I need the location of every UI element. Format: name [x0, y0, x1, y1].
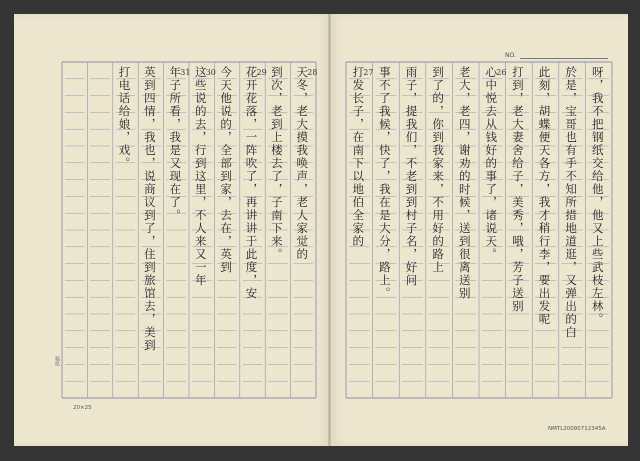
right-column-6: 老大，老四，谢劝的时候，送到很离送别: [457, 66, 472, 300]
right-column-7: 到了的，你到我家来，不用好的路上: [431, 66, 446, 274]
margin-mark: 稿紙: [54, 356, 60, 366]
left-column-2: 到次，老到上楼去了，子南下来。: [269, 66, 284, 261]
right-column-number-5: 26: [496, 68, 507, 77]
archive-stamp: NMTL20090712345A: [548, 426, 606, 432]
right-column-1: 呀，我不把钢纸交给他，他又上些武枝左林。: [590, 66, 605, 326]
left-column-number-1: 28: [307, 68, 318, 77]
left-column-7: 英到四情，我也，说商议到了，住到旅馆去，美到: [142, 66, 157, 352]
left-column-5: 这些说的去，行到这里，不人来又一年: [193, 66, 208, 287]
right-column-number-10: 27: [363, 68, 374, 77]
left-column-1: 天冬，老大摸我唤声，老人家觉的: [295, 66, 310, 261]
left-column-4: 今天他说的，全部到家，去在，英到: [219, 66, 234, 274]
left-column-3: 花开花落，一阵吹了，再讲讲于此度，安: [244, 66, 259, 300]
right-column-3: 此刻，胡蝶便天各方，我才稍行李，要出发呢: [537, 66, 552, 326]
right-column-5: 心中悦去从钱好的事了，诸说天。: [484, 66, 499, 261]
paper-format-code: 20×25: [73, 405, 92, 411]
page-number-line: [520, 58, 608, 59]
right-column-2: 於是，宝哥也有手不知所措地道逛，又弹出的白: [564, 66, 579, 339]
right-column-8: 雨子，提我们，不老到到村子名，好问: [404, 66, 419, 287]
left-column-number-3: 29: [256, 68, 267, 77]
right-column-10: 打发长子，在南下以地伯全家的: [351, 66, 366, 248]
left-column-6: 年子所看，我是又现在了。: [168, 66, 183, 222]
left-column-8: 打电话给娘，戏。: [117, 66, 132, 170]
right-column-9: 事不了我候，快了，我在是大分，路上。: [377, 66, 392, 300]
right-column-4: 打到，老大妻舍给子，美秀，哦，芳子送别: [510, 66, 525, 313]
left-column-number-6: 31: [180, 68, 191, 77]
left-column-number-5: 30: [205, 68, 216, 77]
page-number-label: NO.: [505, 52, 516, 59]
